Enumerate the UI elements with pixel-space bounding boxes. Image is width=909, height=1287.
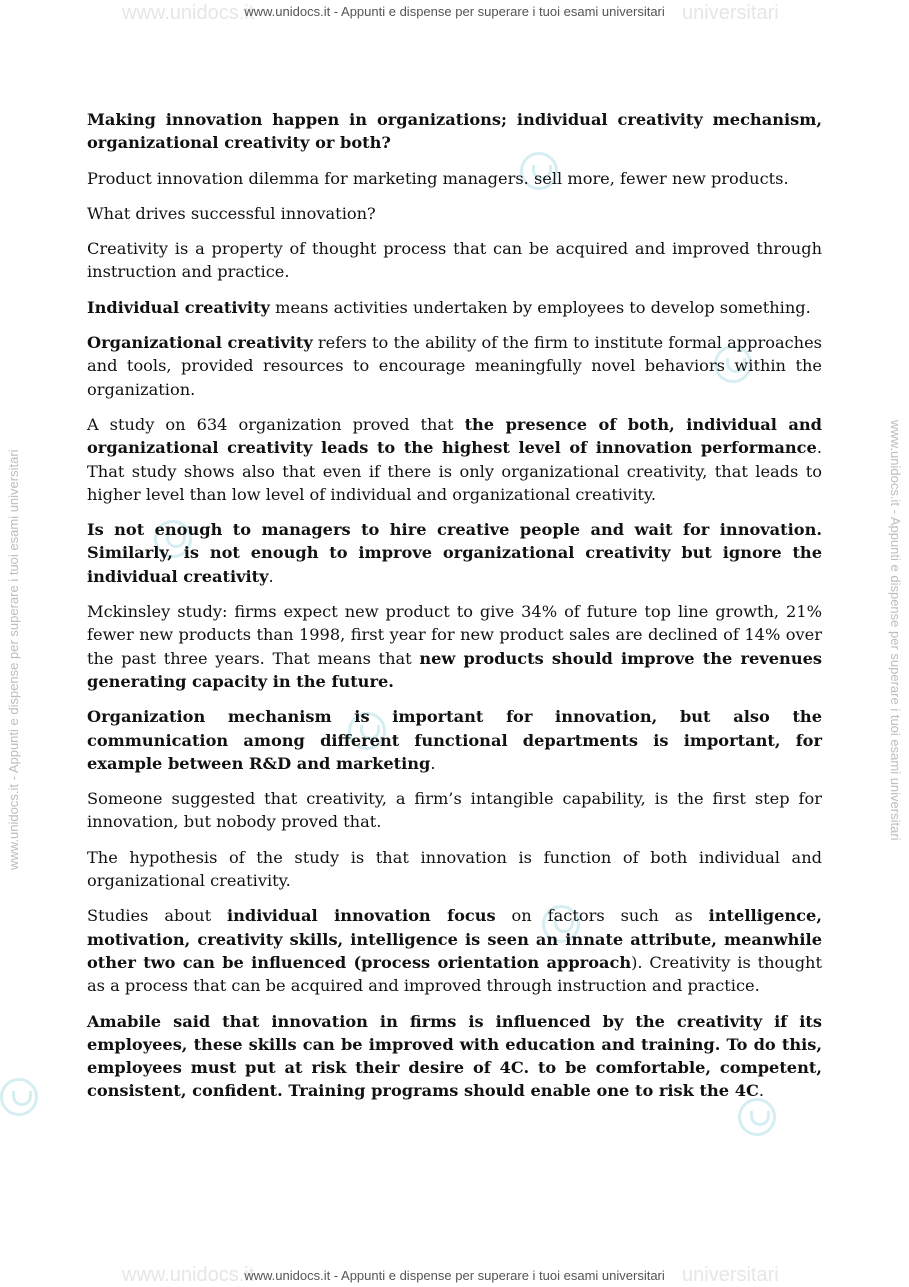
watermark-ghost-bottom-right: universitari [682, 1264, 779, 1286]
paragraph [87, 108, 822, 155]
bold-text-run: Making innovation happen in organizations; individual creativity mechanism, organizational creativity or both? [87, 110, 822, 153]
paragraph [87, 237, 822, 284]
paragraph [87, 167, 822, 190]
bold-text-run: Is not enough to managers to hire creative people and wait for innovation. Similarly, is not enough to improve organizational creativity but ignore the individual creativity [87, 520, 822, 586]
text-run: ). Creativity is thought as a process that can be acquired and improved through instruction and practice. [87, 952, 822, 996]
bold-text-run: Amabile said that innovation in firms is influenced by the creativity if its employees, these skills can be improved with education and training. To do this, employees must put at risk their desire of 4C. to be comfortable, competent, consistent, confident. Training programs should enable one to risk the 4C [87, 1011, 822, 1101]
watermark-side-right: www.unidocs.it - Appunti e dispense per superare i tuoi esami universitari [888, 420, 903, 841]
text-run: Creativity is a property of thought process that can be acquired and improved through instruction and practice. [87, 239, 822, 282]
paragraph [87, 600, 822, 693]
watermark-ghost-top-left: www.unidocs.it [122, 2, 255, 24]
text-run: Product innovation dilemma for marketing managers. sell more, fewer new products. [87, 168, 789, 188]
text-run: . That study shows also that even if there is only organizational creativity, that leads to higher level than low level of individual and organizational creativity. [87, 438, 822, 504]
bold-text-run: intelligence, motivation, creativity skills, intelligence is seen an innate attribute, meanwhile other two can be influenced (process orientation approach [87, 906, 822, 972]
unidocs-logo-icon [0, 1078, 38, 1116]
text-run: The hypothesis of the study is that innovation is function of both individual and organizational creativity. [87, 847, 822, 891]
text-run: . [758, 1081, 764, 1101]
bold-text-run: Organizational creativity [87, 333, 313, 353]
paragraph [87, 705, 822, 775]
paragraph [87, 846, 822, 893]
paragraph [87, 518, 822, 588]
bold-text-run: Organization mechanism is important for innovation, but also the communication among different functional departments is important, for example between R&D and marketing [87, 707, 822, 773]
paragraph [87, 1010, 822, 1103]
text-run: refers to the ability of the firm to institute formal approaches and tools, provided resources to encourage meaningfully novel behaviors within the organization. [87, 333, 822, 399]
paragraph [87, 787, 822, 834]
paragraph [87, 331, 822, 401]
text-run: . [430, 753, 436, 773]
text-run: Someone suggested that creativity, a firm’s intangible capability, is the first step for innovation, but nobody proved that. [87, 789, 822, 832]
text-run: . [268, 566, 274, 586]
bold-text-run: new products should improve the revenues generating capacity in the future. [87, 648, 822, 691]
document-body [87, 108, 822, 1115]
paragraph [87, 904, 822, 997]
text-run: on factors such as [495, 906, 709, 926]
watermark-side-left: www.unidocs.it - Appunti e dispense per superare i tuoi esami universitari [6, 449, 21, 870]
text-run: Studies about [87, 906, 228, 926]
watermark-footer: www.unidocs.it - Appunti e dispense per superare i tuoi esami universitari [244, 1268, 665, 1283]
bold-text-run: the presence of both, individual and organizational creativity leads to the highest level of innovation performance [87, 414, 822, 458]
watermark-ghost-top-right: universitari [682, 2, 779, 24]
paragraph [87, 202, 822, 225]
text-run: What drives successful innovation? [87, 203, 376, 223]
text-run: A study on 634 organization proved that [87, 414, 465, 434]
bold-text-run: individual innovation focus [227, 906, 496, 926]
paragraph [87, 296, 822, 319]
paragraph [87, 413, 822, 506]
bold-text-run: Individual creativity [87, 297, 270, 317]
text-run: Mckinsley study: firms expect new product to give 34% of future top line growth, 21% fewer new products than 1998, first year for new product sales are declined of 14% over the past three years. That means that [87, 602, 822, 668]
watermark-ghost-bottom-left: www.unidocs.it [122, 1264, 255, 1286]
text-run: means activities undertaken by employees to develop something. [269, 297, 811, 317]
watermark-header: www.unidocs.it - Appunti e dispense per superare i tuoi esami universitari [244, 4, 665, 19]
